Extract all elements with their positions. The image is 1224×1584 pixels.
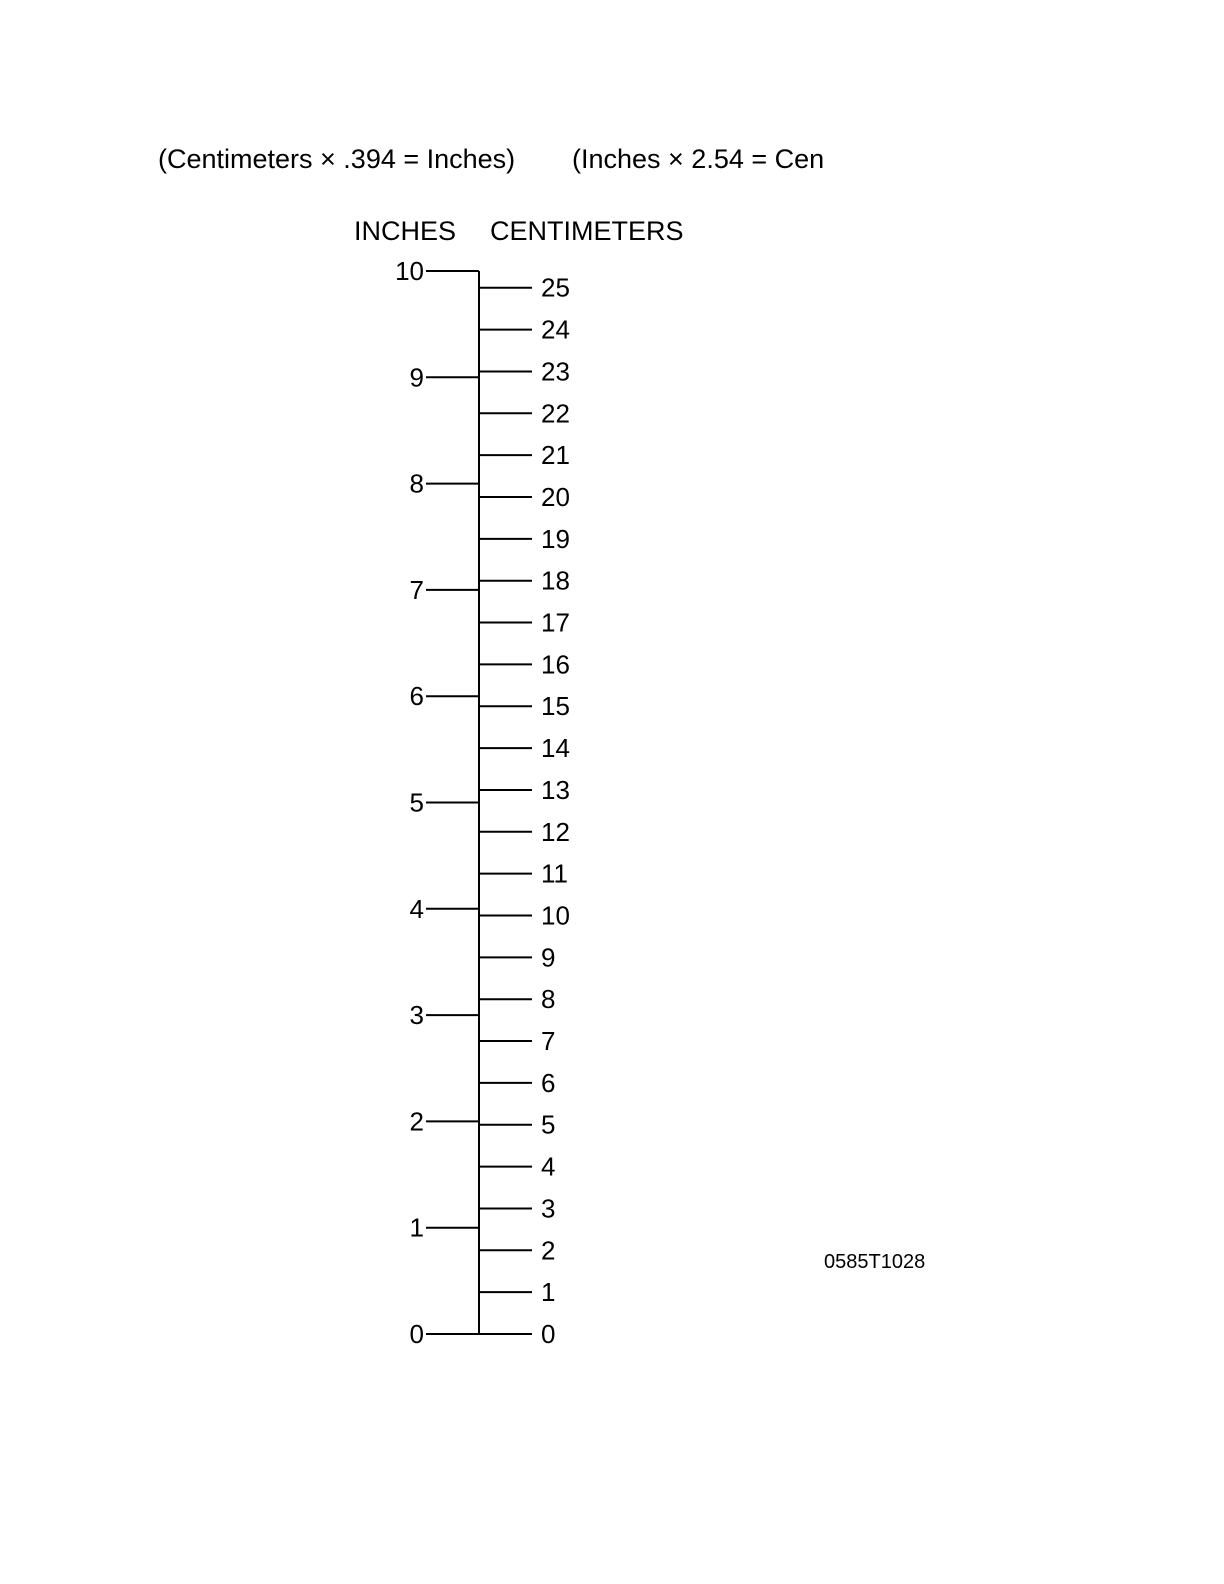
- cm-tick-label-5: 5: [541, 1109, 556, 1140]
- inch-tick-label-3: 3: [409, 1000, 424, 1031]
- cm-tick-label-20: 20: [541, 481, 570, 512]
- cm-tick-label-7: 7: [541, 1026, 556, 1057]
- cm-tick-label-6: 6: [541, 1067, 556, 1098]
- cm-tick-label-21: 21: [541, 440, 570, 471]
- cm-tick-label-11: 11: [541, 858, 568, 889]
- cm-tick-label-18: 18: [541, 565, 570, 596]
- inch-tick-label-5: 5: [409, 787, 424, 818]
- inch-tick-label-2: 2: [409, 1106, 424, 1137]
- inch-tick-label-10: 10: [395, 256, 424, 286]
- cm-ticks: [479, 273, 570, 1349]
- cm-tick-label-13: 13: [541, 774, 570, 805]
- inches-heading: INCHES: [354, 216, 457, 246]
- cm-tick-label-10: 10: [541, 900, 570, 931]
- cm-tick-label-14: 14: [541, 733, 570, 764]
- cm-tick-label-8: 8: [541, 984, 556, 1015]
- cm-tick-label-23: 23: [541, 356, 570, 387]
- cm-tick-label-16: 16: [541, 649, 570, 680]
- cm-tick-label-17: 17: [541, 607, 570, 638]
- centimeters-heading: CENTIMETERS: [490, 216, 684, 246]
- cm-tick-label-4: 4: [541, 1151, 556, 1182]
- cm-tick-label-3: 3: [541, 1193, 556, 1224]
- cm-tick-label-2: 2: [541, 1235, 556, 1266]
- cm-tick-label-0: 0: [541, 1319, 556, 1349]
- cm-to-inch-formula: (Centimeters × .394 = Inches): [158, 144, 516, 174]
- inch-tick-label-4: 4: [409, 893, 424, 924]
- cm-tick-label-25: 25: [541, 272, 570, 303]
- cm-tick-label-12: 12: [541, 816, 570, 847]
- cm-tick-label-1: 1: [541, 1277, 556, 1308]
- cm-tick-label-9: 9: [541, 942, 556, 973]
- cm-tick-label-22: 22: [541, 398, 570, 429]
- cm-tick-label-19: 19: [541, 523, 570, 554]
- inch-tick-label-7: 7: [409, 574, 424, 605]
- inch-to-cm-formula: (Inches × 2.54 = Cen: [572, 144, 825, 174]
- inch-tick-label-9: 9: [409, 362, 424, 393]
- cm-tick-label-24: 24: [541, 314, 570, 345]
- inch-tick-label-8: 8: [409, 468, 424, 499]
- cm-tick-label-15: 15: [541, 691, 570, 722]
- figure-code: 0585T1028: [824, 1251, 926, 1273]
- inch-tick-label-0: 0: [409, 1319, 424, 1349]
- inch-tick-label-6: 6: [409, 681, 424, 712]
- inch-tick-label-1: 1: [409, 1212, 424, 1243]
- inch-ticks: [395, 256, 479, 1349]
